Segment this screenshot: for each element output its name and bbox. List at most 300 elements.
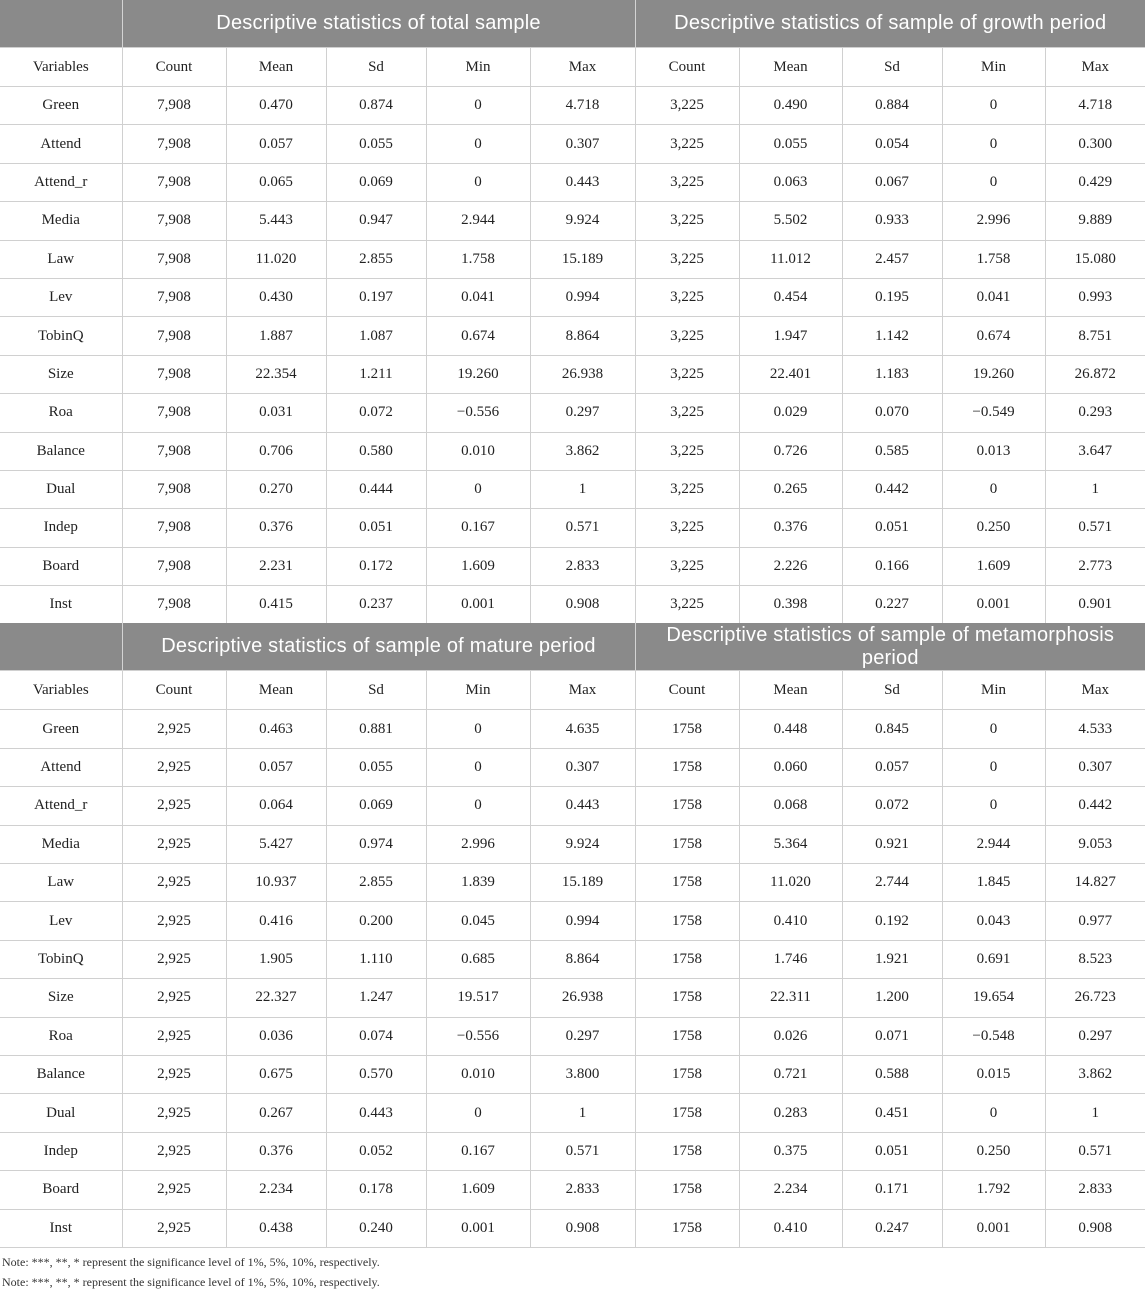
value-cell: 9.889 (1045, 202, 1145, 240)
value-cell: 0.029 (739, 394, 842, 432)
variable-name-cell: Lev (0, 278, 122, 316)
value-cell: 2.855 (326, 864, 426, 902)
value-cell: 9.924 (530, 825, 635, 863)
value-cell: 9.053 (1045, 825, 1145, 863)
value-cell: 2,925 (122, 1132, 226, 1170)
value-cell: 2,925 (122, 1017, 226, 1055)
value-cell: 0 (942, 470, 1045, 508)
panel-title-left: Descriptive statistics of total sample (122, 0, 635, 48)
value-cell: 0.398 (739, 586, 842, 624)
value-cell: 0.307 (530, 748, 635, 786)
value-cell: 14.827 (1045, 864, 1145, 902)
value-cell: 1.609 (426, 547, 530, 585)
value-cell: 0.307 (530, 125, 635, 163)
value-cell: 15.080 (1045, 240, 1145, 278)
value-cell: 0.580 (326, 432, 426, 470)
value-cell: 3,225 (635, 125, 739, 163)
value-cell: 0.072 (326, 394, 426, 432)
value-cell: 0.994 (530, 278, 635, 316)
column-header: Max (1045, 48, 1145, 87)
value-cell: 22.354 (226, 355, 326, 393)
value-cell: 7,908 (122, 586, 226, 624)
value-cell: 0.416 (226, 902, 326, 940)
value-cell: 8.523 (1045, 940, 1145, 978)
value-cell: 0.270 (226, 470, 326, 508)
value-cell: 4.718 (530, 87, 635, 125)
variable-name-cell: Dual (0, 470, 122, 508)
value-cell: 0.726 (739, 432, 842, 470)
value-cell: 7,908 (122, 509, 226, 547)
value-cell: 0.490 (739, 87, 842, 125)
panel-header-row (0, 623, 1145, 671)
value-cell: 1.921 (842, 940, 942, 978)
table-row (0, 1171, 1145, 1209)
value-cell: 0.051 (842, 509, 942, 547)
column-header: Mean (226, 671, 326, 710)
value-cell: 0.721 (739, 1055, 842, 1093)
value-cell: 0.057 (226, 125, 326, 163)
variable-name-cell: Attend (0, 748, 122, 786)
variable-name-cell: Dual (0, 1094, 122, 1132)
value-cell: 26.872 (1045, 355, 1145, 393)
value-cell: 0.415 (226, 586, 326, 624)
value-cell: 0.192 (842, 902, 942, 940)
value-cell: 0.376 (739, 509, 842, 547)
value-cell: 0.444 (326, 470, 426, 508)
value-cell: 0.052 (326, 1132, 426, 1170)
column-header: Sd (326, 671, 426, 710)
column-header: Sd (326, 48, 426, 87)
column-header: Max (1045, 671, 1145, 710)
value-cell: 1 (1045, 470, 1145, 508)
value-cell: 1 (530, 470, 635, 508)
variable-name-cell: Lev (0, 902, 122, 940)
value-cell: 0.250 (942, 509, 1045, 547)
value-cell: 1758 (635, 825, 739, 863)
value-cell: 3,225 (635, 163, 739, 201)
header-blank-cell (0, 623, 122, 671)
value-cell: 0.167 (426, 1132, 530, 1170)
table-row (0, 902, 1145, 940)
value-cell: 1.905 (226, 940, 326, 978)
panel-title-right: Descriptive statistics of sample of growth period (635, 0, 1145, 48)
value-cell: 19.517 (426, 979, 530, 1017)
column-header: Variables (0, 48, 122, 87)
value-cell: 1758 (635, 1132, 739, 1170)
column-header: Variables (0, 671, 122, 710)
table-row (0, 1209, 1145, 1247)
value-cell: 0.410 (739, 1209, 842, 1247)
variable-name-cell: Law (0, 240, 122, 278)
value-cell: −0.549 (942, 394, 1045, 432)
value-cell: 0.065 (226, 163, 326, 201)
value-cell: 1.746 (739, 940, 842, 978)
table-row (0, 787, 1145, 825)
value-cell: 2.944 (942, 825, 1045, 863)
table-row (0, 509, 1145, 547)
value-cell: 7,908 (122, 125, 226, 163)
value-cell: 26.938 (530, 355, 635, 393)
value-cell: 0.195 (842, 278, 942, 316)
value-cell: 1.142 (842, 317, 942, 355)
value-cell: 4.635 (530, 710, 635, 748)
value-cell: 0.585 (842, 432, 942, 470)
column-header-row (0, 48, 1145, 87)
value-cell: 0 (942, 163, 1045, 201)
value-cell: 3,225 (635, 509, 739, 547)
value-cell: 1.758 (942, 240, 1045, 278)
table-row (0, 202, 1145, 240)
value-cell: 0.240 (326, 1209, 426, 1247)
value-cell: 2.234 (739, 1171, 842, 1209)
value-cell: 0.250 (942, 1132, 1045, 1170)
value-cell: 0.376 (226, 1132, 326, 1170)
value-cell: 0 (942, 87, 1045, 125)
value-cell: 19.260 (942, 355, 1045, 393)
variable-name-cell: Board (0, 1171, 122, 1209)
value-cell: 11.020 (226, 240, 326, 278)
value-cell: 0.041 (426, 278, 530, 316)
value-cell: 1.211 (326, 355, 426, 393)
value-cell: 0.063 (739, 163, 842, 201)
value-cell: 0.055 (326, 748, 426, 786)
table-row (0, 125, 1145, 163)
value-cell: 3,225 (635, 317, 739, 355)
value-cell: 0.283 (739, 1094, 842, 1132)
variable-name-cell: Balance (0, 432, 122, 470)
table-row (0, 355, 1145, 393)
column-header: Count (122, 671, 226, 710)
column-header: Max (530, 48, 635, 87)
value-cell: 1758 (635, 710, 739, 748)
variable-name-cell: Size (0, 355, 122, 393)
value-cell: 3,225 (635, 240, 739, 278)
table-row (0, 979, 1145, 1017)
value-cell: 1.758 (426, 240, 530, 278)
note-line: Note: ***, **, * represent the significance level of 1%, 5%, 10%, respectively. (2, 1275, 380, 1289)
value-cell: 0.845 (842, 710, 942, 748)
value-cell: 7,908 (122, 547, 226, 585)
column-header-row (0, 671, 1145, 710)
value-cell: 0.901 (1045, 586, 1145, 624)
column-header: Min (942, 48, 1045, 87)
value-cell: 1.792 (942, 1171, 1045, 1209)
value-cell: 0.571 (530, 509, 635, 547)
value-cell: 3,225 (635, 355, 739, 393)
value-cell: 1758 (635, 1171, 739, 1209)
value-cell: 3,225 (635, 87, 739, 125)
header-blank-cell (0, 0, 122, 48)
panel-title-right: Descriptive statistics of sample of metamorphosis period (635, 623, 1145, 671)
value-cell: 0.442 (1045, 787, 1145, 825)
variable-name-cell: TobinQ (0, 317, 122, 355)
value-cell: 1.087 (326, 317, 426, 355)
value-cell: 2,925 (122, 902, 226, 940)
value-cell: 1 (530, 1094, 635, 1132)
value-cell: 1758 (635, 1017, 739, 1055)
variable-name-cell: Inst (0, 1209, 122, 1247)
value-cell: 0.994 (530, 902, 635, 940)
variable-name-cell: Inst (0, 586, 122, 624)
table-row (0, 586, 1145, 624)
value-cell: 0.570 (326, 1055, 426, 1093)
value-cell: 0.300 (1045, 125, 1145, 163)
value-cell: 0.041 (942, 278, 1045, 316)
value-cell: 0.571 (530, 1132, 635, 1170)
value-cell: 8.864 (530, 317, 635, 355)
column-header: Max (530, 671, 635, 710)
value-cell: −0.556 (426, 1017, 530, 1055)
variable-name-cell: TobinQ (0, 940, 122, 978)
value-cell: 0.015 (942, 1055, 1045, 1093)
value-cell: 7,908 (122, 394, 226, 432)
value-cell: 0.443 (530, 163, 635, 201)
variable-name-cell: Attend (0, 125, 122, 163)
value-cell: 0.013 (942, 432, 1045, 470)
value-cell: 3,225 (635, 202, 739, 240)
value-cell: 0.043 (942, 902, 1045, 940)
value-cell: 26.723 (1045, 979, 1145, 1017)
value-cell: 0.685 (426, 940, 530, 978)
value-cell: 0.884 (842, 87, 942, 125)
value-cell: 0.674 (942, 317, 1045, 355)
value-cell: 2,925 (122, 1209, 226, 1247)
value-cell: 1758 (635, 787, 739, 825)
value-cell: 0.307 (1045, 748, 1145, 786)
value-cell: 0.297 (1045, 1017, 1145, 1055)
value-cell: 22.327 (226, 979, 326, 1017)
value-cell: 2.833 (530, 1171, 635, 1209)
value-cell: 7,908 (122, 87, 226, 125)
value-cell: 0.874 (326, 87, 426, 125)
value-cell: 1758 (635, 1055, 739, 1093)
value-cell: 15.189 (530, 240, 635, 278)
value-cell: 1.609 (942, 547, 1045, 585)
value-cell: 0.167 (426, 509, 530, 547)
value-cell: 0.706 (226, 432, 326, 470)
value-cell: 0 (426, 125, 530, 163)
value-cell: 5.427 (226, 825, 326, 863)
table-row (0, 940, 1145, 978)
value-cell: 7,908 (122, 432, 226, 470)
value-cell: 22.401 (739, 355, 842, 393)
value-cell: 0.054 (842, 125, 942, 163)
value-cell: 3.862 (530, 432, 635, 470)
variable-name-cell: Indep (0, 509, 122, 547)
value-cell: 0.237 (326, 586, 426, 624)
value-cell: 1.247 (326, 979, 426, 1017)
value-cell: 5.364 (739, 825, 842, 863)
value-cell: 0.442 (842, 470, 942, 508)
value-cell: 0 (942, 787, 1045, 825)
value-cell: 2.773 (1045, 547, 1145, 585)
variable-name-cell: Size (0, 979, 122, 1017)
value-cell: 3,225 (635, 547, 739, 585)
column-header: Mean (739, 671, 842, 710)
value-cell: 2.234 (226, 1171, 326, 1209)
value-cell: 0.881 (326, 710, 426, 748)
table-row (0, 278, 1145, 316)
value-cell: 0 (426, 787, 530, 825)
value-cell: 0.001 (942, 1209, 1045, 1247)
value-cell: 0.001 (426, 1209, 530, 1247)
value-cell: 0.031 (226, 394, 326, 432)
value-cell: 0.045 (426, 902, 530, 940)
value-cell: 7,908 (122, 355, 226, 393)
column-header: Min (426, 48, 530, 87)
value-cell: 2.944 (426, 202, 530, 240)
value-cell: 0.071 (842, 1017, 942, 1055)
value-cell: 1.183 (842, 355, 942, 393)
value-cell: 19.654 (942, 979, 1045, 1017)
value-cell: 1 (1045, 1094, 1145, 1132)
value-cell: 0.001 (942, 586, 1045, 624)
column-header: Count (635, 671, 739, 710)
value-cell: 1.200 (842, 979, 942, 1017)
value-cell: 0.448 (739, 710, 842, 748)
value-cell: 0.921 (842, 825, 942, 863)
value-cell: 3,225 (635, 278, 739, 316)
value-cell: 1758 (635, 1094, 739, 1132)
value-cell: 0.064 (226, 787, 326, 825)
value-cell: 2,925 (122, 748, 226, 786)
value-cell: 15.189 (530, 864, 635, 902)
column-header: Sd (842, 671, 942, 710)
value-cell: 0.908 (1045, 1209, 1145, 1247)
value-cell: −0.556 (426, 394, 530, 432)
value-cell: 2,925 (122, 979, 226, 1017)
value-cell: 0.675 (226, 1055, 326, 1093)
panel-title-left: Descriptive statistics of sample of mature period (122, 623, 635, 671)
column-header: Sd (842, 48, 942, 87)
table-row (0, 240, 1145, 278)
value-cell: 0.977 (1045, 902, 1145, 940)
value-cell: 7,908 (122, 317, 226, 355)
variable-name-cell: Law (0, 864, 122, 902)
table-row (0, 864, 1145, 902)
value-cell: 0.057 (842, 748, 942, 786)
variable-name-cell: Balance (0, 1055, 122, 1093)
value-cell: 2,925 (122, 710, 226, 748)
value-cell: 26.938 (530, 979, 635, 1017)
value-cell: 9.924 (530, 202, 635, 240)
table-row (0, 470, 1145, 508)
value-cell: 0.010 (426, 1055, 530, 1093)
value-cell: 1758 (635, 748, 739, 786)
value-cell: 0.057 (226, 748, 326, 786)
value-cell: 0.055 (326, 125, 426, 163)
value-cell: 0.297 (530, 1017, 635, 1055)
value-cell: 7,908 (122, 470, 226, 508)
variable-name-cell: Attend_r (0, 163, 122, 201)
value-cell: 0.297 (530, 394, 635, 432)
value-cell: 0.443 (326, 1094, 426, 1132)
value-cell: 0.993 (1045, 278, 1145, 316)
value-cell: 0.267 (226, 1094, 326, 1132)
value-cell: 0.172 (326, 547, 426, 585)
value-cell: 8.864 (530, 940, 635, 978)
value-cell: 1.839 (426, 864, 530, 902)
value-cell: 0.171 (842, 1171, 942, 1209)
value-cell: 10.937 (226, 864, 326, 902)
variable-name-cell: Attend_r (0, 787, 122, 825)
value-cell: 0.178 (326, 1171, 426, 1209)
variable-name-cell: Board (0, 547, 122, 585)
column-header: Count (635, 48, 739, 87)
table-row (0, 748, 1145, 786)
table-row (0, 547, 1145, 585)
value-cell: 2.226 (739, 547, 842, 585)
value-cell: 0.375 (739, 1132, 842, 1170)
column-header: Mean (739, 48, 842, 87)
value-cell: 2,925 (122, 787, 226, 825)
value-cell: 0 (942, 1094, 1045, 1132)
value-cell: 0 (426, 470, 530, 508)
value-cell: 2.996 (942, 202, 1045, 240)
table-row (0, 87, 1145, 125)
value-cell: 2,925 (122, 1171, 226, 1209)
value-cell: 0.001 (426, 586, 530, 624)
value-cell: 0.036 (226, 1017, 326, 1055)
value-cell: 2,925 (122, 1094, 226, 1132)
value-cell: 0 (942, 748, 1045, 786)
panel-header-row (0, 0, 1145, 48)
value-cell: 2,925 (122, 864, 226, 902)
value-cell: 0.068 (739, 787, 842, 825)
value-cell: 0 (426, 1094, 530, 1132)
value-cell: 2.833 (1045, 1171, 1145, 1209)
value-cell: 1758 (635, 1209, 739, 1247)
table-row (0, 163, 1145, 201)
table-row (0, 1017, 1145, 1055)
value-cell: 2.744 (842, 864, 942, 902)
table-row (0, 432, 1145, 470)
value-cell: −0.548 (942, 1017, 1045, 1055)
value-cell: 0.010 (426, 432, 530, 470)
value-cell: 0 (942, 710, 1045, 748)
value-cell: 7,908 (122, 278, 226, 316)
value-cell: 0.438 (226, 1209, 326, 1247)
value-cell: 0.293 (1045, 394, 1145, 432)
value-cell: 0.430 (226, 278, 326, 316)
value-cell: 0.265 (739, 470, 842, 508)
value-cell: 1758 (635, 979, 739, 1017)
table-row (0, 710, 1145, 748)
value-cell: 0.067 (842, 163, 942, 201)
value-cell: 2,925 (122, 940, 226, 978)
value-cell: 0.069 (326, 787, 426, 825)
value-cell: 0.051 (326, 509, 426, 547)
value-cell: 2.855 (326, 240, 426, 278)
value-cell: 0.051 (842, 1132, 942, 1170)
value-cell: 0.247 (842, 1209, 942, 1247)
value-cell: 0 (426, 87, 530, 125)
value-cell: 0.166 (842, 547, 942, 585)
table-row (0, 394, 1145, 432)
value-cell: 0.470 (226, 87, 326, 125)
value-cell: 0.571 (1045, 1132, 1145, 1170)
value-cell: 0.691 (942, 940, 1045, 978)
value-cell: 11.020 (739, 864, 842, 902)
value-cell: 0.908 (530, 1209, 635, 1247)
value-cell: 5.443 (226, 202, 326, 240)
value-cell: 0.070 (842, 394, 942, 432)
value-cell: 5.502 (739, 202, 842, 240)
value-cell: 3,225 (635, 432, 739, 470)
value-cell: 0.908 (530, 586, 635, 624)
variable-name-cell: Indep (0, 1132, 122, 1170)
variable-name-cell: Media (0, 202, 122, 240)
